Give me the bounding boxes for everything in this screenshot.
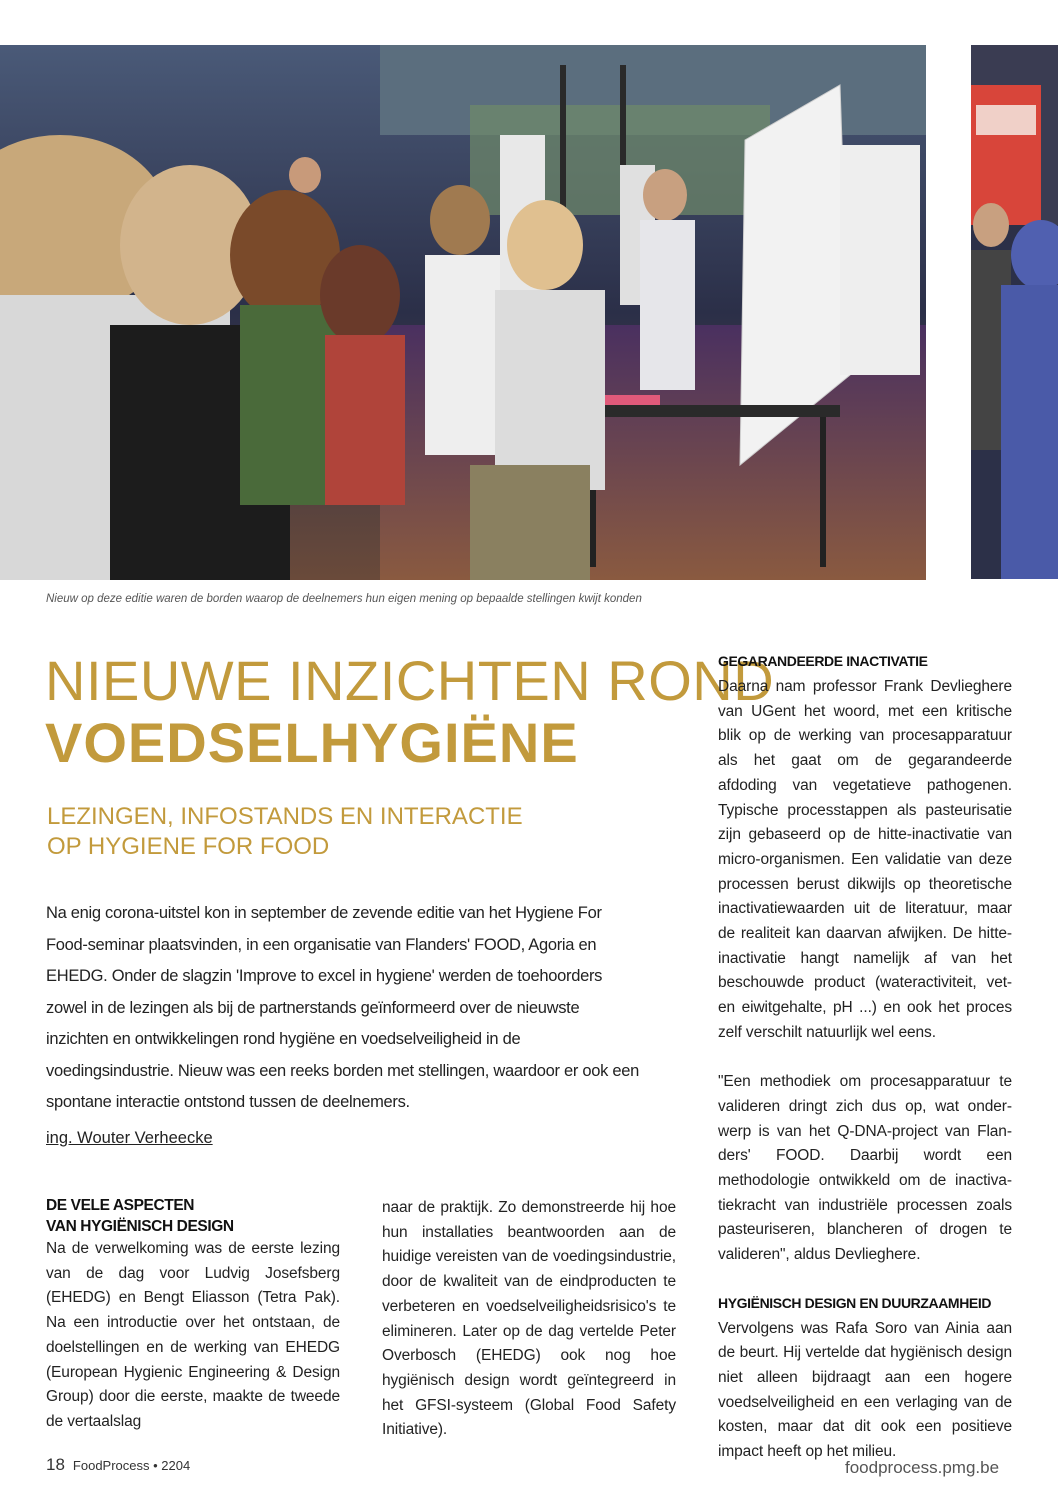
section-heading-duurzaamheid: HYGIËNISCH DESIGN EN DUURZAAMHEID [718,1294,992,1311]
author-byline[interactable]: ing. Wouter Verheecke [46,1129,213,1147]
subtitle-line1: LEZINGEN, INFOSTANDS EN INTERACTIE [47,803,523,830]
section-heading-design [46,1196,340,1237]
column-3 [718,651,1012,1465]
section-body-design-continued: naar de praktijk. Zo demonstreerde hij hoe hun installaties beantwoorden aan de huidige vereisten van de voedingsindustrie, door de kwaliteit van de eindproducten te verbeteren en voedselveiligheidsrisico's te elimineren. Later op de dag vertelde Peter Overbosch (EHEDG) ook nog hoe hygiënisch design wordt geïntegreerd in het GFSI-systeem (Global Food Safety Initiative). [382,1199,676,1439]
section-heading-inactivatie: GEGARANDEERDE INACTIVATIE [718,653,928,669]
article-title-line2: VOEDSELHYGIËNE [45,711,579,774]
article-title-line1: NIEUWE INZICHTEN ROND [45,649,775,712]
column-1 [46,1196,340,1435]
lead-paragraph: Na enig corona-uitstel kon in september de zevende editie van het Hygiene For Food-seminar plaatsvinden, in een organisatie van Flanders' FOOD, Agoria en EHEDG. Onder de slagzin 'Improve to excel in hygiene' werden de toehoorders zowel in de lezingen als bij de partnerstands geïnformeerd over de nieuwste inzichten en ontwikkelingen rond hygiëne en voedselveiligheid in de voedingsindustrie. Nieuw was een reeks borden met stellingen, waardoor er ook een spontane interactie ontstond tussen de deelnemers. [46,904,639,1111]
column-2 [382,1196,676,1443]
publication-issue: FoodProcess • 2204 [72,1458,191,1473]
photo-caption: Nieuw op deze editie waren de borden waarop de deelnemers hun eigen mening op bepaalde stellingen kwijt konden [46,593,642,605]
subtitle-line2: OP HYGIENE FOR FOOD [47,833,330,860]
section-body-inactivatie-1: Daarna nam professor Frank Devlieghere van UGent het woord, met een kritische blik op de werking van procesapparatuur als het gaat om de gegarandeerde afdoding van vegetatieve pathogenen. Typische processtappen als pasteurisatie zijn gebaseerd op de hitte-inactivatie van micro-organismen. Een validatie van deze processen berust dikwijls op theoretische inactivatiewaarden uit de literatuur, maar de realiteit kan daarvan afwijken. De hitte-inactivatie hangt namelijk af van het beschouwde product (wateractiviteit, vet- en eiwitgehalte, pH ...) en ook het proces zelf verschilt natuurlijk wel eens. [718,678,1012,1041]
page-number: 18 [46,1455,65,1474]
section-body-inactivatie-2: "Een methodiek om procesapparatuur te valideren dringt zich dus op, wat onderwerp is van het Q-DNA-project van Flanders' FOOD. Daarbij wordt een methodologie ontwikkeld om de inactivatiekracht van industriële processen zoals pasteuriseren, blancheren of drogen te valideren", aldus Devlieghere. [718,1073,1012,1264]
section-body-duurzaamheid: Vervolgens was Rafa Soro van Ainia aan de beurt. Hij vertelde dat hygiënisch design niet alleen bijdraagt aan een hogere voedselveiligheid en een verlaging van de kosten, maar dat dit ook een positieve impact heeft op het milieu. [718,1319,1012,1461]
footer-url[interactable]: foodprocess.pmg.be [845,1458,1000,1477]
section-body-design: Na de verwelkoming was de eerste lezing van de dag voor Ludvig Josefsberg (EHEDG) en Bengt Eliasson (Tetra Pak). Na een introductie over het ontstaan, de doelstellingen en de werking van EHEDG (European Hygienic Engineering & Design Group) door die eerste, maakte de tweede de vertaalslag [46,1240,340,1430]
event-photo-side [971,45,1058,579]
section-heading-line1: DE VELE ASPECTEN [46,1197,195,1214]
article-subtitle [47,802,523,862]
footer-left [46,1455,190,1475]
event-photo-main [0,45,926,580]
section-heading-line2: VAN HYGIËNISCH DESIGN [46,1217,234,1235]
